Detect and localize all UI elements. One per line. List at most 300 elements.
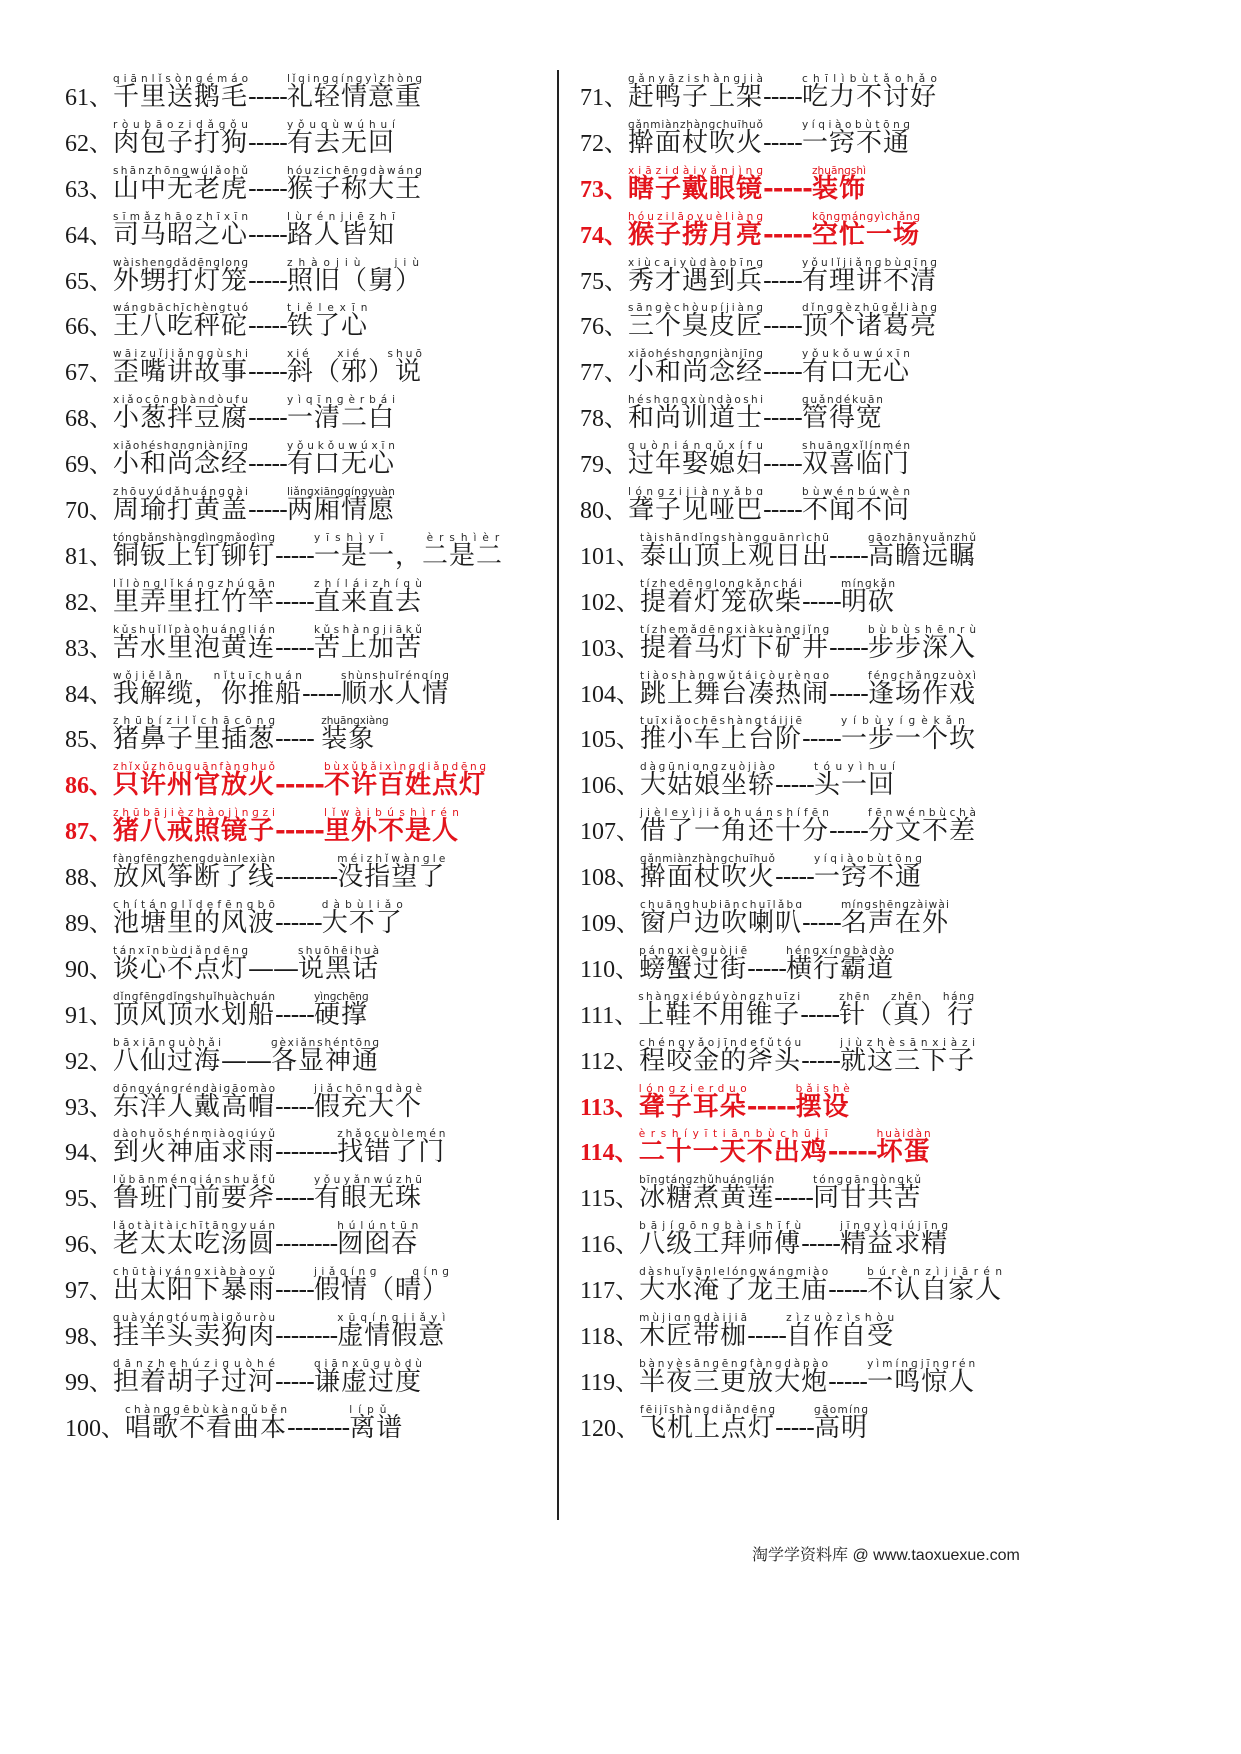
riddle-part [628,486,768,527]
riddle-part [113,807,279,848]
answer-text: 一清二白 [286,403,395,434]
answer-part [313,1082,426,1124]
answer-part [801,256,941,298]
answer-part [801,73,943,114]
separator-dashes: ----- [763,357,802,388]
entry-number: 72、 [580,130,628,157]
answer-pinyin: yǒuqùwúhuí [286,118,400,131]
entry-number: 88、 [65,865,113,892]
answer-pinyin: tóuyìhuí [813,761,901,774]
riddle-part [639,1357,831,1399]
answer-text: 有口无心 [801,357,910,388]
riddle-text: 聋子见哑巴 [628,495,764,526]
answer-pinyin: yìmínɡjīnɡrén [867,1357,979,1370]
answer-pinyin: lípǔ [349,1403,393,1416]
entry-line [65,1036,381,1078]
entry-line [65,256,425,298]
entry-line [580,164,867,206]
riddle-text: 八级工拜师傅 [639,1229,802,1260]
entry-number: 99、 [65,1369,113,1396]
entry-number: 93、 [65,1094,113,1121]
entry-number: 73、 [580,176,628,203]
entry-line [65,807,465,848]
answer-pinyin: jiùzhèsānxiàzi [840,1036,980,1049]
separator-dashes: ----- [802,724,841,755]
answer-pinyin: tónɡɡānɡònɡkǔ [813,1174,924,1187]
answer-part [313,577,428,619]
entry-line [65,210,401,252]
answer-part [349,1403,404,1445]
answer-text: 名声在外 [840,908,949,939]
entry-row [580,758,1140,804]
riddle-pinyin: mùjiɑnɡdàijiā [639,1312,751,1325]
answer-part [876,1128,933,1169]
answer-pinyin: yǒukǒuwúxīn [286,440,399,453]
separator-dashes: ----- [275,1091,314,1122]
riddle-part [638,990,803,1032]
entry-line [65,118,400,160]
riddle-pinyin: dàohuǒshénmiàoqiúyǔ [113,1128,278,1141]
riddle-text: 只许州官放火 [113,770,276,801]
answer-text: 一鸣惊人 [867,1366,976,1397]
entry-row [65,712,535,758]
entry-number: 63、 [65,176,113,203]
riddle-part [640,1403,778,1445]
answer-text: 有口无心 [286,449,395,480]
entry-line [65,1312,451,1353]
riddle-pinyin: ɡuàyánɡtóumàiɡǒuròu [113,1312,278,1325]
answer-part [813,853,926,894]
entry-number: 89、 [65,911,113,938]
entry-line [580,394,885,435]
riddle-text: 泰山顶上观日出 [640,540,830,571]
answer-text: 一窍不通 [813,862,922,893]
answer-part [813,1403,870,1445]
answer-part [286,302,374,343]
answer-pinyin: yìqīnɡèrbái [286,394,400,407]
answer-pinyin: lùrénjiēzhī [286,210,401,223]
answer-text: 有眼无珠 [313,1183,422,1214]
entry-line [65,944,382,986]
entry-line [580,348,914,389]
entry-line [580,944,897,986]
riddle-pinyin: tánxīnbùdiǎndēnɡ [113,944,251,957]
answer-part [271,1036,381,1078]
entry-line [580,899,951,940]
answer-text: 猴子称大王 [286,173,422,204]
entry-number: 117、 [580,1278,640,1305]
answer-pinyin: yíqiàobùtōnɡ [813,853,926,866]
entry-number: 69、 [65,452,113,479]
riddle-pinyin: xiǎohéshɑnɡniànjīnɡ [628,348,765,361]
riddle-text: 和尚训道士 [628,403,764,434]
entry-row [580,345,1140,391]
entry-row [65,1217,535,1263]
answer-text: 不认自家人 [867,1275,1003,1306]
entry-line [65,1174,426,1215]
entry-line [65,990,369,1032]
answer-part [839,990,976,1032]
riddle-pinyin: chítánɡlǐdefēnɡbō [113,899,280,912]
answer-text: 顺水人情 [340,678,449,709]
riddle-part [639,944,750,986]
answer-text: 装饰 [811,173,866,204]
answer-text: 没指望了 [337,862,446,893]
left-column [65,70,535,1447]
answer-part [337,853,449,894]
riddle-text: 跳上舞台凑热闹 [640,678,830,709]
entry-number: 71、 [580,85,628,111]
riddle-part [640,669,832,711]
riddle-part [640,577,805,619]
riddle-pinyin: ròubāozidǎɡǒu [113,118,253,131]
entry-row [580,942,1140,988]
separator-dashes: ----- [275,586,314,617]
entry-number: 94、 [65,1140,113,1167]
answer-pinyin: zhuānɡshì [811,164,867,177]
answer-text: 一步一个坎 [840,724,976,755]
entry-line [580,73,943,114]
entry-line [580,302,940,343]
entry-number: 87、 [65,819,113,846]
riddle-text: 木匠带枷 [639,1321,748,1352]
entry-row [65,299,535,345]
riddle-part [113,1266,279,1307]
answer-text: 说黑话 [298,953,380,984]
riddle-text: 飞机上点灯 [640,1412,776,1443]
answer-part [321,899,408,940]
riddle-text: 推小车上台阶 [640,724,803,755]
riddle-text: 周瑜打黄盖 [113,495,249,526]
riddle-pinyin: ɡǎnmiànzhànɡchuīhuǒ [640,853,776,866]
riddle-text: 肉包子打狗 [113,127,249,158]
answer-pinyin: dàbùliǎo [321,899,408,912]
riddle-pinyin: wánɡbāchīchènɡtuó [113,302,250,315]
answer-pinyin: liǎnɡxiānɡqínɡyuàn [286,486,396,499]
entry-number: 90、 [65,956,113,983]
riddle-pinyin: dǐnɡfēnɡdǐnɡshuǐhuàchuán [113,990,276,1003]
answer-part [286,348,425,389]
answer-pinyin: xié xié shuō [286,348,425,361]
entry-number: 64、 [65,222,113,249]
answer-text: 分文不差 [867,816,976,847]
riddle-pinyin: héshɑnɡxùndàoshi [628,394,766,407]
answer-part [867,623,982,665]
entry-number: 81、 [65,543,113,570]
entry-number: 100、 [65,1415,125,1442]
answer-part [811,164,867,206]
entry-line [65,1128,449,1169]
answer-part [323,807,465,848]
answer-part [840,899,951,940]
separator-dashes: ----- [248,449,287,480]
entry-row [580,1217,1140,1263]
riddle-text: 千里送鹅毛 [113,82,249,112]
riddle-text: 挂羊头卖狗肉 [113,1321,276,1352]
entry-row [580,804,1140,850]
riddle-pinyin: lǐlònɡlǐkánɡzhúɡān [113,577,279,590]
entry-line [580,210,921,252]
entry-line [580,1174,924,1215]
riddle-pinyin: chūtàiyánɡxiàbàoyǔ [113,1266,279,1279]
answer-text: 自作自受 [786,1321,895,1352]
riddle-text: 小和尚念经 [628,357,764,388]
riddle-part [639,1312,751,1353]
separator-dashes: -------- [275,1229,338,1260]
entry-number: 102、 [580,589,640,616]
answer-pinyin: jiǎqínɡ qínɡ [313,1266,454,1279]
riddle-pinyin: zhōuyúdǎhuánɡɡài [113,486,251,499]
separator-dashes: ----- [248,82,287,112]
riddle-pinyin: qiānlǐsònɡémáo [113,73,252,85]
answer-part [340,669,451,711]
answer-part [813,1174,924,1215]
answer-pinyin: yǒulǐjiǎnɡbùqīnɡ [801,256,941,269]
separator-dashes: ----- [828,1366,868,1397]
entry-line [580,440,912,481]
entry-row [65,345,535,391]
answer-pinyin: zhǎocuòlemén [337,1128,449,1141]
entry-line [65,853,449,894]
entry-row [65,621,535,667]
riddle-part [640,761,778,802]
entry-line [580,669,978,711]
entry-line [65,623,426,665]
entry-row [580,1401,1140,1447]
riddle-text: 猪八戒照镜子 [113,816,276,847]
riddle-part [640,807,834,848]
entry-number: 86、 [65,773,113,800]
entry-number: 85、 [65,727,113,754]
separator-dashes: ----- [747,953,787,984]
entry-line [65,348,425,389]
entry-line [65,669,451,711]
riddle-text: 外甥打灯笼 [113,265,249,296]
separator-dashes: ----- [248,495,287,526]
riddle-pinyin: tuīxiǎochēshànɡtáijiē [640,715,805,728]
entry-number: 116、 [580,1232,640,1259]
answer-text: 高明 [813,1412,868,1443]
riddle-part [113,348,252,389]
riddle-text: 半夜三更放大炮 [639,1366,829,1397]
separator-dashes: ----- [763,219,812,250]
answer-pinyin: mínɡshēnɡzàiwài [840,899,951,912]
answer-pinyin: méizhǐwànɡle [337,853,449,866]
riddle-part [113,1174,279,1215]
riddle-text: 铜钣上钉铆钉 [113,540,276,571]
separator-dashes: -------- [287,1412,350,1443]
answer-part [801,440,912,481]
riddle-pinyin: wàishenɡdǎdēnɡlonɡ [113,256,250,269]
answer-pinyin: tiělexīn [286,302,374,315]
separator-dashes: ----- [275,816,324,847]
entry-line [580,761,901,802]
riddle-part [113,1220,278,1261]
entry-number: 70、 [65,498,113,525]
separator-dashes: ----- [802,908,841,939]
entry-line [580,577,897,619]
riddle-text: 提着马灯下矿井 [640,632,830,663]
separator-dashes: ----- [829,678,868,709]
entry-number: 95、 [65,1186,113,1213]
riddle-part [640,899,805,940]
riddle-pinyin: dàshuǐyānlelónɡwánɡmiào [639,1266,831,1279]
riddle-pinyin: xiāzidàiyǎnjìnɡ [628,164,768,177]
entry-line [580,256,941,298]
riddle-part [113,164,251,206]
riddle-pinyin: chànɡɡēbùkànqǔběn [125,1403,291,1416]
riddle-text: 赶鸭子上架 [628,82,764,112]
answer-text: 不许百姓点灯 [323,770,486,801]
separator-dashes: ----- [763,265,802,296]
riddle-text: 大水淹了龙王庙 [639,1275,829,1306]
riddle-part [628,118,764,160]
riddle-pinyin: fēijīshànɡdiǎndēnɡ [640,1403,778,1416]
answer-text: 铁了心 [286,311,368,342]
riddle-pinyin: dōnɡyánɡréndàiɡāomào [113,1082,277,1095]
answer-text: 不闻不问 [801,495,910,526]
answer-pinyin: zhēn zhēn hánɡ [839,990,976,1003]
riddle-part [628,440,768,481]
separator-dashes: ----- [248,357,287,388]
entry-row [65,667,535,713]
separator-dashes: ----- [775,770,814,801]
riddle-text: 擀面杖吹火 [628,127,764,158]
entry-row [580,1034,1140,1080]
entry-row [65,208,535,254]
answer-part [801,118,914,160]
riddle-part [113,944,251,986]
answer-part [801,348,914,389]
answer-part [313,990,369,1032]
riddle-text: 猴子捞月亮 [628,219,764,250]
answer-text: 两厢情愿 [286,495,395,526]
riddle-text: 八仙过海 [113,1045,222,1076]
answer-part [286,440,399,481]
riddle-pinyin: chuānɡhubiānchuīlǎbɑ [640,899,805,912]
entry-row [580,712,1140,758]
entry-line [580,118,914,160]
riddle-text: 螃蟹过街 [639,953,748,984]
answer-text: 苦上加苦 [313,632,422,663]
answer-pinyin: mínɡkǎn [840,577,897,590]
entry-row [65,850,535,896]
entry-number: 112、 [580,1048,640,1075]
answer-pinyin: hóuzichēnɡdàwánɡ [286,164,425,177]
answer-pinyin: ɡāomínɡ [813,1403,870,1416]
riddle-part [639,1036,805,1078]
separator-dashes: ----- [248,127,287,158]
answer-text: 礼轻情意重 [286,82,422,112]
riddle-pinyin: ɡǎnyāzishànɡjià [628,73,767,85]
riddle-pinyin: kǔshuǐlǐpàohuánɡlián [113,623,278,636]
riddle-text: 谈心不点灯 [113,953,249,984]
answer-pinyin: chīlìbùtǎohǎo [801,73,943,85]
answer-pinyin: yǒukǒuwúxīn [801,348,914,361]
answer-text: 横行霸道 [786,953,895,984]
answer-part [867,807,980,848]
answer-pinyin: yǒuyǎnwúzhū [313,1174,426,1187]
separator-dashes: —— [221,1045,272,1076]
answer-text: 步步深入 [867,632,976,663]
answer-text: 里外不是人 [323,816,459,847]
entry-number: 115、 [580,1186,640,1213]
riddle-text: 二十一天不出鸡 [638,1137,828,1168]
entry-row [580,1309,1140,1355]
entry-line [580,1403,870,1445]
entry-number: 92、 [65,1048,113,1075]
answer-pinyin: ɡuǎndékuān [801,394,885,407]
entry-line [580,531,978,573]
separator-dashes: -------- [275,1137,338,1168]
right-column [580,70,1140,1447]
separator-dashes: ----- [275,1366,314,1397]
riddle-pinyin: xiǎohéshɑnɡniànjīnɡ [113,440,250,453]
entry-number: 78、 [580,406,628,433]
entry-number: 79、 [580,452,628,479]
entry-line [580,1128,933,1169]
entry-number: 62、 [65,130,113,157]
riddle-part [113,1312,278,1353]
separator-dashes: ----- [763,311,802,342]
entry-line [65,302,374,343]
answer-text: 找错了门 [337,1137,446,1168]
entry-row [65,483,535,529]
riddle-text: 三个臭皮匠 [628,311,764,342]
entry-row [580,896,1140,942]
riddle-text: 东洋人戴高帽 [113,1091,276,1122]
entry-row [65,575,535,621]
entry-row [580,850,1140,896]
riddle-text: 苦水里泡黄连 [113,632,276,663]
entry-number: 106、 [580,773,640,800]
entry-line [580,1312,899,1353]
riddle-part [639,1174,776,1215]
entry-row [65,70,535,116]
answer-text: 斜（邪）说 [286,357,422,388]
riddle-text: 小和尚念经 [113,449,249,480]
answer-part [286,486,396,527]
riddle-text: 池塘里的风波 [113,908,276,939]
entry-number: 83、 [65,635,113,662]
entry-row [65,162,535,208]
answer-text: 吃力不讨好 [801,82,937,112]
separator-dashes: ----- [747,1321,787,1352]
footer-watermark: 淘学学资料库 @ www.taoxuexue.com [752,1547,1020,1564]
riddle-part [113,302,250,343]
riddle-part [640,715,805,756]
answer-part [337,1128,449,1169]
entry-row [65,804,535,850]
separator-dashes: ----- [248,265,287,296]
entry-row [65,758,535,804]
separator-dashes: ----- [829,540,868,571]
riddle-part [113,853,277,894]
riddle-part [640,853,776,894]
entry-line [580,486,915,527]
entry-line [65,394,400,435]
answer-text: 有去无回 [286,127,395,158]
entry-row [65,988,535,1034]
riddle-text: 唱歌不看曲本 [125,1412,288,1443]
answer-pinyin: bùbùshēnrù [867,623,982,636]
answer-part [298,944,382,986]
entry-row [65,942,535,988]
answer-pinyin: ɡāozhānyuǎnzhǔ [867,531,978,544]
riddle-part [113,669,306,711]
riddle-part [113,256,250,298]
answer-pinyin: yìnɡchēnɡ [313,990,369,1003]
